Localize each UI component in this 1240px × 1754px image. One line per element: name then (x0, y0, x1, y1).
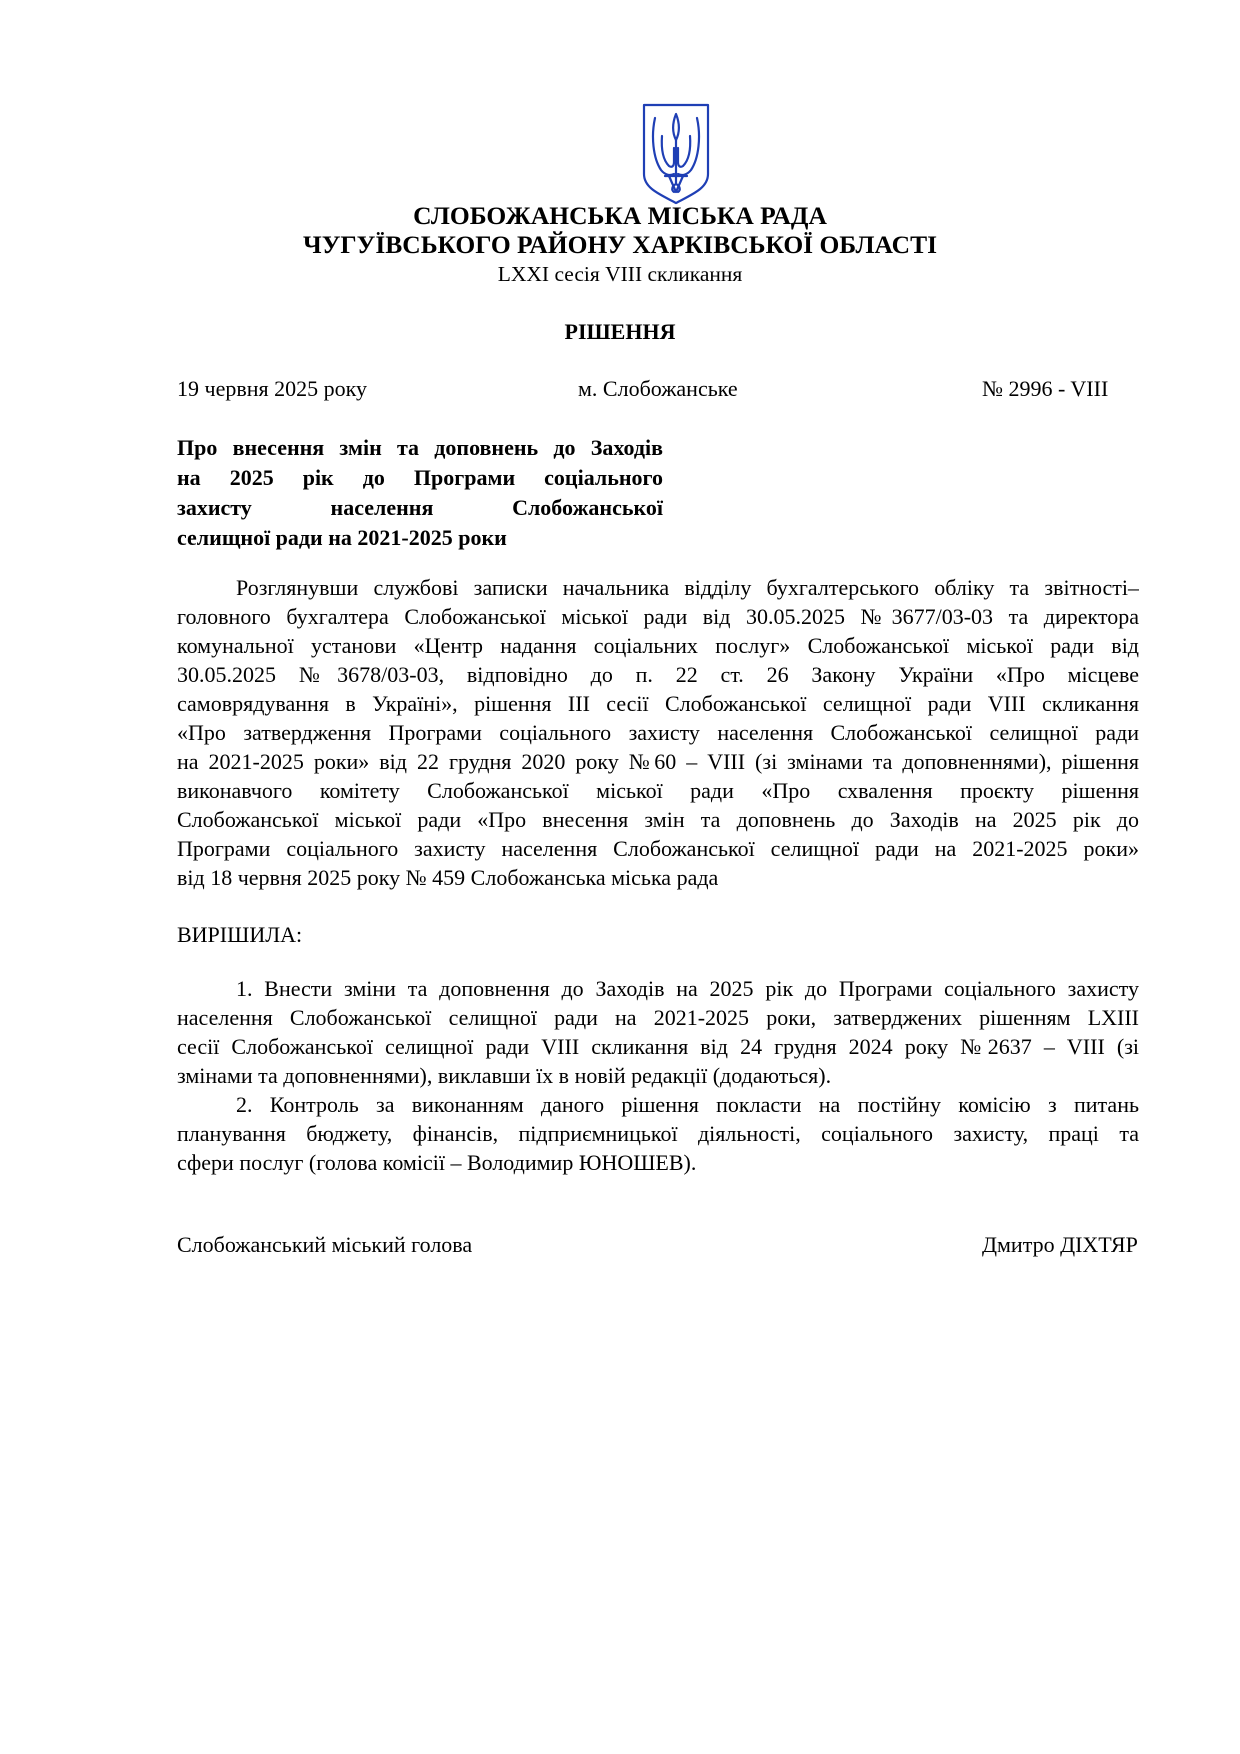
council-name: СЛОБОЖАНСЬКА МІСЬКА РАДА (413, 201, 827, 230)
item-line: сесії Слобожанської селищної ради VIII скликання від 24 грудня 2024 року №2637 – VIII (зі (177, 1034, 1139, 1059)
paragraph-line: головного бухгалтера Слобожанської міської ради від 30.05.2025 №3677/03-03 та директора (177, 604, 1139, 629)
paragraph-line: Програми соціального захисту населення Слобожанської селищної ради на 2021-2025 роки» (177, 836, 1139, 861)
paragraph-line: 30.05.2025 №3678/03-03, відповідно до п. 22 ст. 26 Закону України «Про місцеве (177, 662, 1139, 687)
subject-line: селищної ради на 2021-2025 роки (177, 525, 507, 550)
district-name: ЧУГУЇВСЬКОГО РАЙОНУ ХАРКІВСЬКОЇ ОБЛАСТІ (302, 230, 938, 259)
paragraph-line: на 2021-2025 роки» від 22 грудня 2020 року №60 – VIII (зі змінами та доповненнями), рішення (177, 749, 1139, 774)
resolution-items (177, 974, 1139, 1177)
paragraph-line: комунальної установи «Центр надання соціальних послуг» Слобожанської міської ради від (177, 633, 1139, 658)
item-line: 2. Контроль за виконанням даного рішення покласти на постійну комісію з питань (236, 1092, 1139, 1117)
item-line: сфери послуг (голова комісії – Володимир ЮНОШЕВ). (177, 1150, 697, 1175)
paragraph-line: самоврядування в Україні», рішення ІІІ сесії Слобожанської селищної ради VIII скликання (177, 691, 1139, 716)
item-line: населення Слобожанської селищної ради на 2021-2025 роки, затверджених рішенням LXIII (177, 1005, 1139, 1030)
subject-line: на 2025 рік до Програми соціального (177, 465, 663, 490)
paragraph-line: «Про затвердження Програми соціального захисту населення Слобожанської селищної ради (177, 720, 1139, 745)
subject-line: Про внесення змін та доповнень до Заходів (177, 435, 663, 460)
subject-line: захисту населення Слобожанської (177, 495, 663, 520)
paragraph-line: від 18 червня 2025 року № 459 Слобожанська міська рада (177, 865, 719, 890)
item-line: планування бюджету, фінансів, підприємницької діяльності, соціального захисту, праці та (177, 1121, 1139, 1146)
considering-paragraph (177, 573, 1139, 892)
decision-date: 19 червня 2025 року (177, 376, 367, 401)
signatory-title: Слобожанський міський голова (177, 1232, 473, 1257)
ukraine-trident-emblem-icon (641, 102, 711, 206)
paragraph-line: Розглянувши службові записки начальника відділу бухгалтерського обліку та звітності– (236, 575, 1139, 600)
paragraph-line: виконавчого комітету Слобожанської міської ради «Про схвалення проєкту рішення (177, 778, 1139, 803)
signatory-name: Дмитро ДІХТЯР (982, 1232, 1138, 1257)
decision-number: № 2996 - VIII (982, 376, 1109, 401)
decision-title: РІШЕННЯ (564, 319, 676, 344)
decision-place: м. Слобожанське (578, 376, 738, 401)
resolved-label: ВИРІШИЛА: (177, 922, 303, 947)
decision-subject (177, 433, 663, 553)
session-line: LXXI сесія VIII скликання (497, 262, 743, 286)
item-line: 1. Внести зміни та доповнення до Заходів на 2025 рік до Програми соціального захисту (236, 976, 1139, 1001)
paragraph-line: Слобожанської міської ради «Про внесення змін та доповнень до Заходів на 2025 рік до (177, 807, 1139, 832)
item-line: змінами та доповненнями), виклавши їх в новій редакції (додаються). (177, 1063, 832, 1088)
